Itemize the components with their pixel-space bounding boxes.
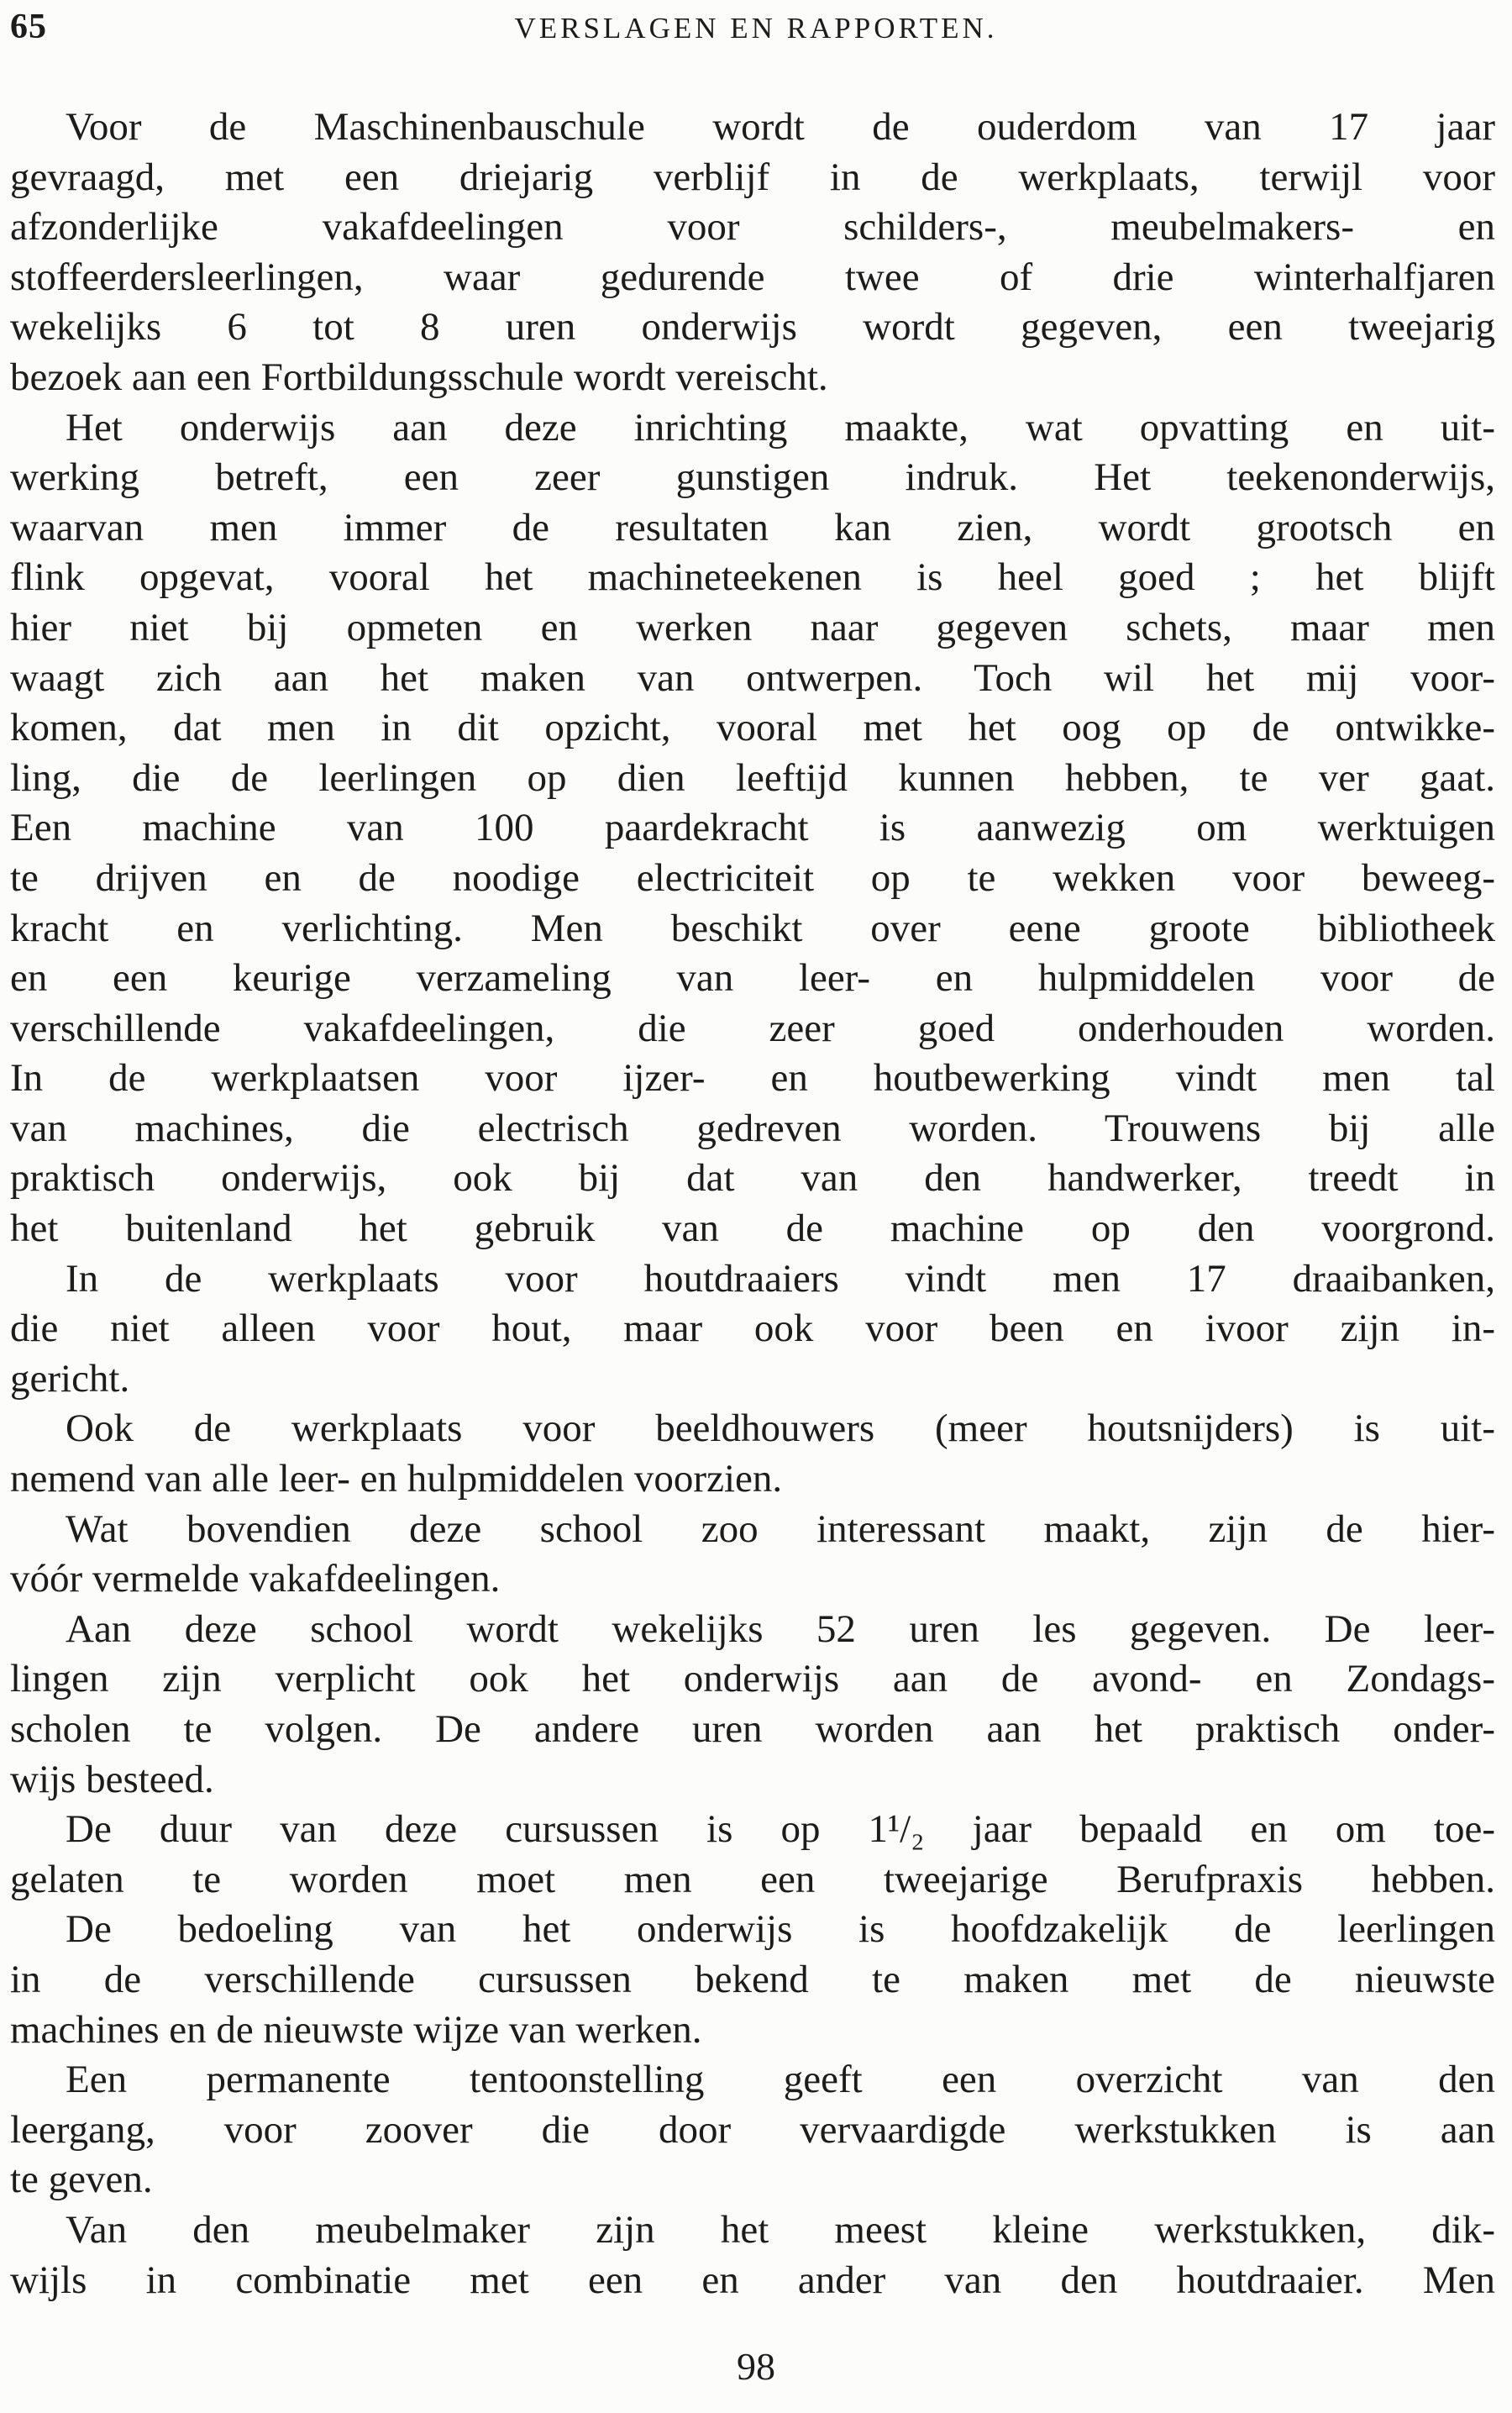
text-line: waagt zich aan het maken van ontwerpen. Toch wil het mij voor- — [10, 655, 1495, 700]
text-line: flink opgevat, vooral het machineteekenen is heel goed ; het blijft — [10, 555, 1495, 600]
text-line: te drijven en de noodige electriciteit op te wekken voor beweeg- — [10, 855, 1495, 900]
text-line: van machines, die electrisch gedreven worden. Trouwens bij alle — [10, 1106, 1495, 1150]
text-line: te geven. — [10, 2158, 153, 2202]
text-line: De bedoeling van het onderwijs is hoofdzakelijk de leerlingen — [66, 1907, 1495, 1952]
text-line: vóór vermelde vakafdeelingen. — [10, 1557, 501, 1601]
body-text — [10, 103, 1495, 2305]
text-line: kracht en verlichting. Men beschikt over eene groote bibliotheek — [10, 906, 1495, 950]
text-line: lingen zijn verplicht ook het onderwijs aan de avond- en Zondags- — [10, 1657, 1495, 1701]
text-line: praktisch onderwijs, ook bij dat van den handwerker, treedt in — [10, 1156, 1495, 1201]
text-line: die niet alleen voor hout, maar ook voor been en ivoor zijn in- — [10, 1306, 1495, 1351]
text-line: gevraagd, met een driejarig verblijf in de werkplaats, terwijl voor — [10, 155, 1495, 199]
text-line: machines en de nieuwste wijze van werken. — [10, 2007, 702, 2052]
text-line: Een permanente tentoonstelling geeft een overzicht van den — [66, 2058, 1495, 2102]
text-line: gelaten te worden moet men een tweejarige Berufpraxis hebben. — [10, 1857, 1495, 1901]
running-head — [10, 7, 1502, 57]
text-line: wekelijks 6 tot 8 uren onderwijs wordt gegeven, een tweejarig — [10, 305, 1495, 350]
text-line: Aan deze school wordt wekelijks 52 uren les gegeven. De leer- — [66, 1606, 1495, 1651]
text-line: het buitenland het gebruik van de machine op den voorgrond. — [10, 1206, 1495, 1251]
text-line: waarvan men immer de resultaten kan zien, wordt grootsch en — [10, 505, 1495, 549]
text-line: Voor de Maschinenbauschule wordt de ouderdom van 17 jaar — [66, 105, 1495, 149]
text-line: ling, die de leerlingen op dien leeftijd kunnen hebben, te ver gaat. — [10, 755, 1495, 800]
text-line: afzonderlijke vakafdeelingen voor schilders-, meubelmakers- en — [10, 205, 1495, 250]
text-line: leergang, voor zoover die door vervaardigde werkstukken is aan — [10, 2107, 1495, 2152]
text-line: en een keurige verzameling van leer- en hulpmiddelen voor de — [10, 956, 1495, 1001]
text-line: verschillende vakafdeelingen, die zeer goed onderhouden worden. — [10, 1006, 1495, 1050]
text-line: scholen te volgen. De andere uren worden aan het praktisch onder- — [10, 1707, 1495, 1751]
text-line: wijs besteed. — [10, 1757, 214, 1801]
text-line: hier niet bij opmeten en werken naar gegeven schets, maar men — [10, 605, 1495, 649]
text-line: in de verschillende cursussen bekend te maken met de nieuwste — [10, 1957, 1495, 2001]
text-line: Het onderwijs aan deze inrichting maakte, wat opvatting en uit- — [66, 405, 1495, 449]
text-line: De duur van deze cursussen is op 1¹/₂ jaar bepaald en om toe- — [66, 1807, 1495, 1852]
text-line: In de werkplaatsen voor ijzer- en houtbewerking vindt men tal — [10, 1056, 1495, 1101]
text-line: In de werkplaats voor houtdraaiers vindt men 17 draaibanken, — [66, 1256, 1495, 1301]
text-line: wijls in combinatie met een en ander van den houtdraaier. Men — [10, 2258, 1495, 2302]
text-line: Van den meubelmaker zijn het meest kleine werkstukken, dik- — [66, 2207, 1495, 2252]
text-line: werking betreft, een zeer gunstigen indruk. Het teekenonderwijs, — [10, 455, 1495, 500]
text-line: stoffeerdersleerlingen, waar gedurende twee of drie winterhalfjaren — [10, 255, 1495, 299]
header-title: VERSLAGEN EN RAPPORTEN. — [514, 12, 998, 45]
text-line: nemend van alle leer- en hulpmiddelen voorzien. — [10, 1457, 783, 1501]
text-line: Een machine van 100 paardekracht is aanwezig om werktuigen — [10, 806, 1495, 850]
folio-page-number: 98 — [737, 2345, 775, 2388]
text-line: Ook de werkplaats voor beeldhouwers (meer houtsnijders) is uit- — [66, 1406, 1495, 1451]
text-line: bezoek aan een Fortbildungsschule wordt vereischt. — [10, 355, 828, 399]
header-page-number: 65 — [10, 8, 47, 46]
text-line: komen, dat men in dit opzicht, vooral met het oog op de ontwikke- — [10, 706, 1495, 750]
text-line: Wat bovendien deze school zoo interessant maakt, zijn de hier- — [66, 1506, 1495, 1551]
text-line: gericht. — [10, 1356, 130, 1401]
